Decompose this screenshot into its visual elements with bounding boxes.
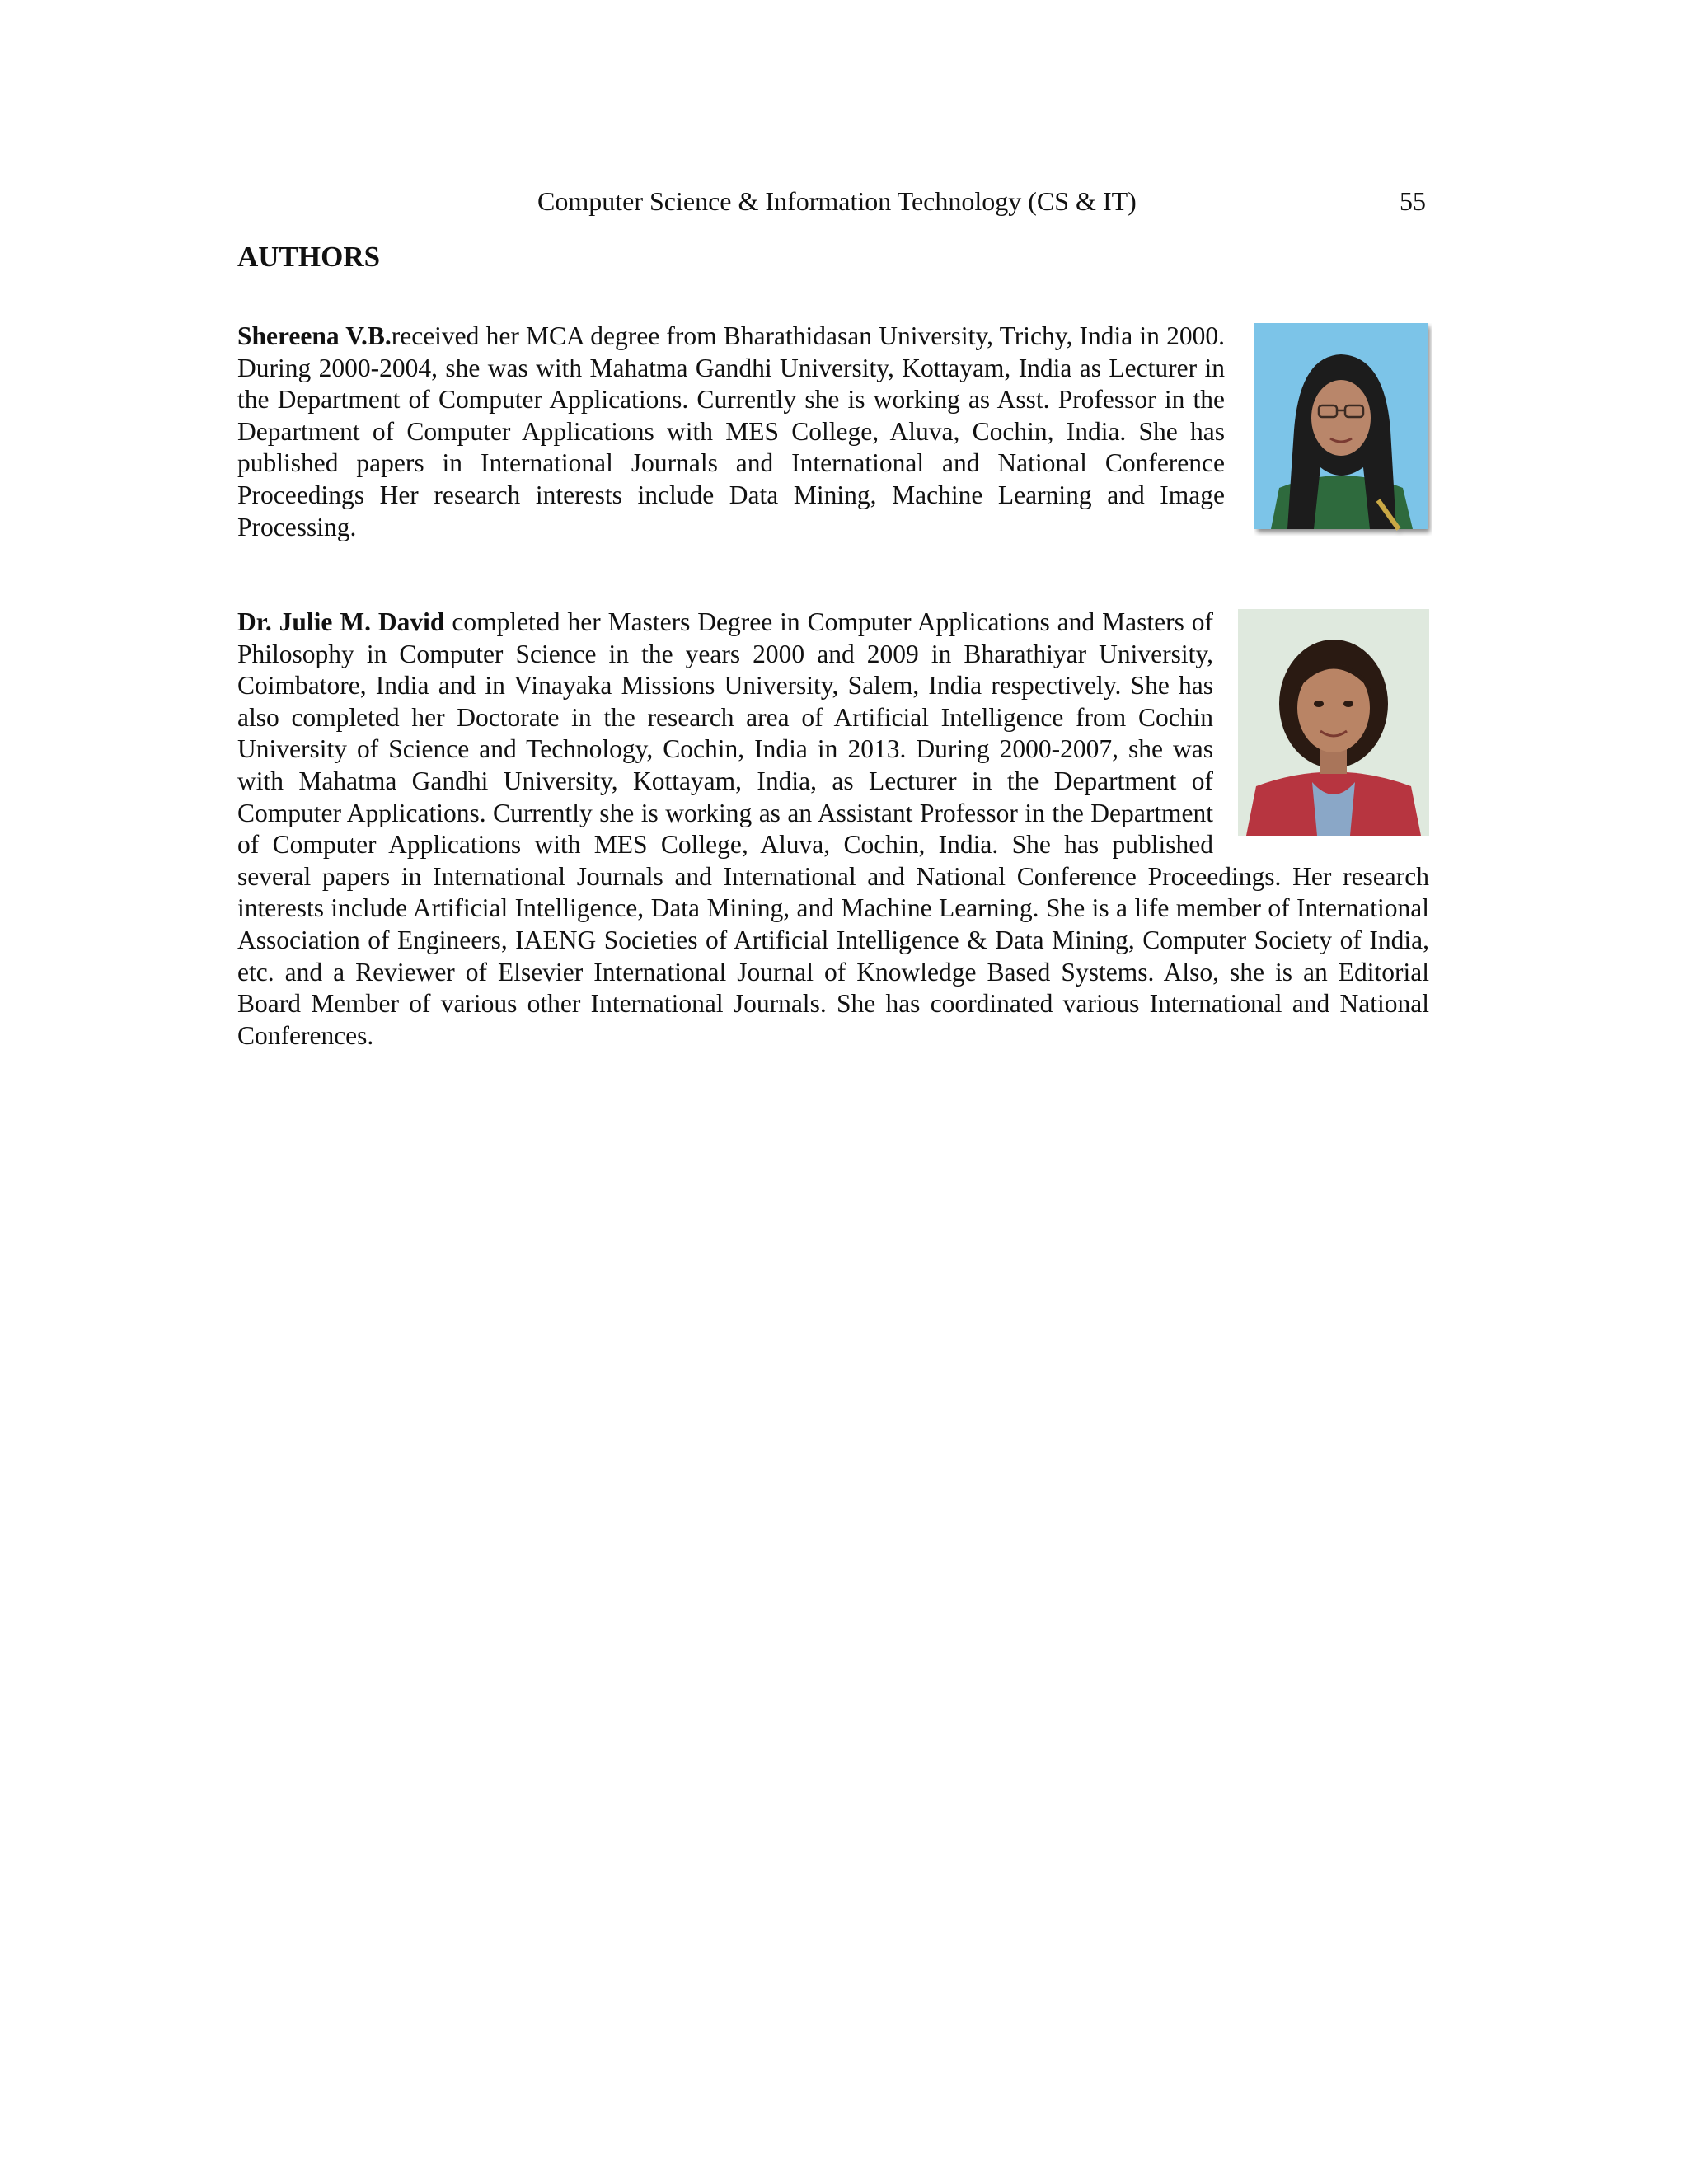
page-number: 55 [1400, 186, 1426, 216]
author-bio-text: completed her Masters Degree in Computer Applications and Masters of Philosophy in Computer Science in the years 2000 and 2009 in Bharathiyar University, Coimbatore, India and in Vinayaka Missions University, Salem, India respectively. She has also completed her Doctorate in the research area of Artificial Intelligence from Cochin University of Science and Technology, Cochin, India in 2013. During 2000-2007, she was with Mahatma Gandhi University, Kottayam, India, as Lecturer in the Department of Computer Applications. Currently she is working as an Assistant Professor in the Department of Computer Applications with MES College, Aluva, Cochin, India. She has published several papers in International Journals and International and National Conference Proceedings. Her research interests include Artificial Intelligence, Data Mining, and Machine Learning. She is a life member of International Association of Engineers, IAENG Societies of Artificial Intelligence & Data Mining, Computer Society of India, etc. and a Reviewer of Elsevier International Journal of Knowledge Based Systems. Also, she is an Editorial Board Member of various other International Journals. She has coordinated various International and National Conferences. [237, 607, 1429, 1050]
author-photo-julie [1238, 609, 1429, 836]
author-photo-shereena [1254, 323, 1432, 536]
author-name: Dr. Julie M. David [237, 607, 445, 636]
author-bio-text: received her MCA degree from Bharathidasan University, Trichy, India in 2000. During 2000-2004, she was with Mahatma Gandhi University, Kottayam, India as Lecturer in the Department of Computer Applications. Currently she is working as Asst. Professor in the Department of Computer Applications with MES College, Aluva, Cochin, India. She has published papers in International Journals and International and National Conference Proceedings Her research interests include Data Mining, Machine Learning and Image Processing. [237, 321, 1226, 541]
running-header-title: Computer Science & Information Technology (CS & IT) [537, 186, 1137, 216]
author-name: Shereena V.B. [237, 321, 392, 350]
author-bio-julie [237, 607, 1429, 1052]
author-bio-shereena [237, 321, 1225, 543]
authors-heading: AUTHORS [237, 241, 381, 273]
